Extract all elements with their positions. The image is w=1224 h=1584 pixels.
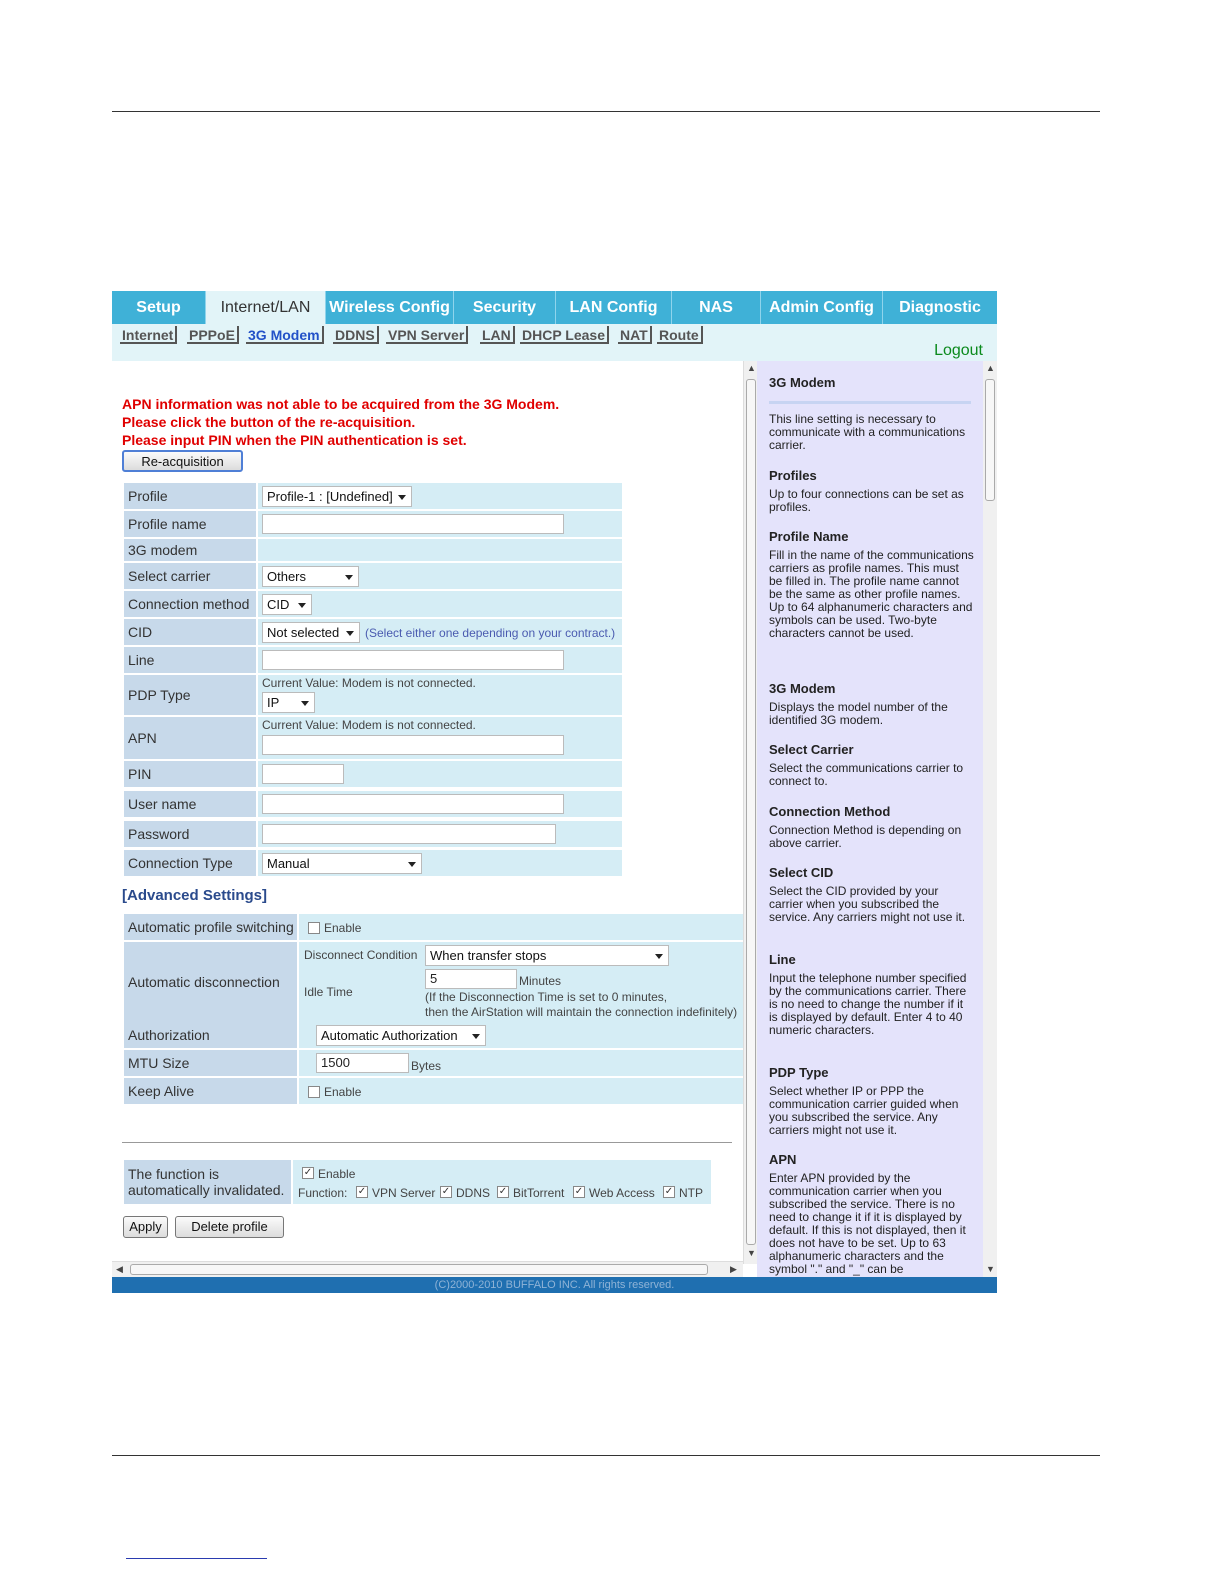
- keep-alive-enable-label: Enable: [324, 1085, 362, 1099]
- authorization-select-value: Automatic Authorization: [321, 1028, 458, 1043]
- username-input[interactable]: [262, 794, 564, 814]
- function-invalidated-label-line: automatically invalidated.: [128, 1182, 285, 1198]
- scroll-down-icon[interactable]: ▼: [747, 1248, 756, 1258]
- help-text: Select whether IP or PPP the communication carrier guided when you subscribed the service. Any carriers might not use it.: [769, 1084, 959, 1137]
- cid-note: (Select either one depending on your contract.): [365, 626, 616, 640]
- mtu-input[interactable]: 1500: [316, 1053, 409, 1073]
- disconnect-condition-value: When transfer stops: [430, 948, 547, 963]
- help-title: Select Carrier: [769, 742, 854, 757]
- authorization-select[interactable]: [316, 1025, 486, 1046]
- auto-disconnect-row: [124, 942, 743, 1022]
- delete-profile-button[interactable]: Delete profile: [175, 1216, 284, 1238]
- section-divider: [122, 1142, 732, 1143]
- settings-panel: [112, 361, 743, 1261]
- line-label: Line: [124, 647, 256, 673]
- bittorrent-label: BitTorrent: [513, 1186, 565, 1200]
- help-text: Connection Method is depending on above carrier.: [769, 823, 962, 850]
- function-invalidated-row: [124, 1160, 711, 1204]
- reacquisition-button[interactable]: Re-acquisition: [122, 450, 243, 472]
- cid-select-value: Not selected: [267, 625, 340, 640]
- scroll-right-icon[interactable]: ▶: [730, 1264, 737, 1274]
- line-input[interactable]: [262, 650, 564, 670]
- tab-nas[interactable]: NAS: [672, 291, 761, 324]
- web-access-checkbox[interactable]: ✓: [574, 1186, 584, 1197]
- tab-admin-config[interactable]: Admin Config: [761, 291, 883, 324]
- bittorrent-checkbox[interactable]: ✓: [498, 1186, 508, 1197]
- function-invalidated-label-line: The function is: [128, 1166, 220, 1182]
- function-label: Function:: [298, 1186, 348, 1200]
- password-input[interactable]: [262, 824, 556, 844]
- subtab-3g-modem[interactable]: 3G Modem: [246, 326, 324, 344]
- connection-method-select-value: CID: [267, 597, 290, 612]
- mtu-unit: Bytes: [411, 1059, 442, 1073]
- idle-time-label: Idle Time: [304, 985, 353, 999]
- auto-profile-switch-checkbox[interactable]: [308, 922, 320, 934]
- help-text: Up to four connections can be set as profiles.: [769, 487, 964, 514]
- scroll-thumb[interactable]: [130, 1264, 708, 1275]
- chevron-down-icon: [472, 1034, 480, 1039]
- router-admin-window: [112, 291, 997, 1293]
- error-message: APN information was not able to be acquired from the 3G Modem.: [122, 396, 560, 412]
- vpn-server-label: VPN Server: [372, 1186, 436, 1200]
- connection-type-label: Connection Type: [124, 850, 256, 876]
- error-message: Please click the button of the re-acquisition.: [122, 414, 416, 430]
- function-invalidated-enable-checkbox[interactable]: ✓: [303, 1167, 313, 1178]
- cid-row: [124, 619, 622, 645]
- profile-name-label: Profile name: [124, 511, 256, 537]
- tab-lan-config[interactable]: LAN Config: [556, 291, 672, 324]
- modem-row: [124, 539, 622, 561]
- help-text: Fill in the name of the communications carriers as profile names. This must be filled in. The profile name cannot be the same as other profile names. Up to 64 alphanumeric characters and symbols can be used. Two-byte characters cannot be used.: [769, 548, 974, 640]
- help-vertical-scrollbar[interactable]: [983, 361, 997, 1278]
- authorization-label: Authorization: [124, 1022, 297, 1048]
- subtab-vpn-server[interactable]: VPN Server: [386, 326, 468, 344]
- auto-disconnect-label: Automatic disconnection: [124, 942, 297, 1022]
- help-text: Displays the model number of the identified 3G modem.: [769, 700, 948, 727]
- connection-type-row: [124, 850, 622, 876]
- disconnect-note: (If the Disconnection Time is set to 0 minutes,: [425, 990, 668, 1004]
- password-label: Password: [124, 821, 256, 847]
- mtu-label: MTU Size: [124, 1050, 297, 1076]
- authorization-row: [124, 1022, 743, 1048]
- help-title: Profile Name: [769, 529, 849, 544]
- help-title: Line: [769, 952, 796, 967]
- ddns-label: DDNS: [456, 1186, 491, 1200]
- carrier-select-value: Others: [267, 569, 307, 584]
- function-invalidated-label: [124, 1160, 291, 1204]
- carrier-label: Select carrier: [124, 563, 256, 589]
- apn-input[interactable]: [262, 735, 564, 755]
- chevron-down-icon: [408, 862, 416, 867]
- content-vertical-scrollbar[interactable]: [743, 361, 757, 1264]
- help-text: Enter APN provided by the communication carrier when you subscribed the service. There is no need to change it if it is displayed by default. If this is not displayed, then it does not have to be set. Up to 63 alphanumeric characters and the symbol "." and "_" can be: [769, 1171, 966, 1276]
- scroll-thumb[interactable]: [746, 379, 756, 1245]
- pdp-type-label: PDP Type: [124, 675, 256, 715]
- disconnect-condition-select[interactable]: [425, 945, 669, 966]
- chevron-down-icon: [655, 954, 663, 959]
- tab-setup[interactable]: Setup: [112, 291, 206, 324]
- help-title: Profiles: [769, 468, 817, 483]
- carrier-select[interactable]: [262, 566, 359, 587]
- copyright-footer: (C)2000-2010 BUFFALO INC. All rights reserved.: [112, 1277, 997, 1293]
- auto-profile-switch-row: [124, 914, 743, 940]
- tab-wireless-config[interactable]: Wireless Config: [326, 291, 454, 324]
- logout-link[interactable]: Logout: [934, 342, 983, 359]
- apn-current-value: Current Value: Modem is not connected.: [262, 718, 476, 732]
- profile-select[interactable]: [262, 486, 412, 507]
- connection-type-select[interactable]: [262, 853, 422, 874]
- apn-label: APN: [124, 717, 256, 759]
- modem-value: [258, 539, 622, 561]
- web-access-label: Web Access: [589, 1186, 655, 1200]
- tab-internet-lan[interactable]: Internet/LAN: [206, 291, 326, 324]
- auto-profile-switch-enable-label: Enable: [324, 921, 362, 935]
- password-row: [124, 821, 622, 847]
- keep-alive-row: [124, 1078, 743, 1104]
- idle-time-input[interactable]: 5: [425, 969, 517, 989]
- help-text: Input the telephone number specified by the communications carrier. There is no need to change the number if it is displayed by default. Enter 4 to 40 numeric characters.: [769, 971, 967, 1037]
- apply-button[interactable]: Apply: [123, 1216, 168, 1238]
- profile-name-row: [124, 511, 622, 537]
- apn-row: [124, 717, 622, 759]
- ddns-checkbox[interactable]: ✓: [441, 1186, 451, 1197]
- help-panel: [757, 361, 983, 1278]
- profile-select-value: Profile-1 : [Undefined]: [267, 489, 393, 504]
- help-title: PDP Type: [769, 1065, 829, 1080]
- chevron-down-icon: [298, 603, 306, 608]
- subtab-nat[interactable]: NAT: [618, 326, 652, 344]
- pdp-type-row: [124, 675, 622, 715]
- chevron-down-icon: [398, 495, 406, 500]
- chevron-down-icon: [301, 701, 309, 706]
- help-text: Select the communications carrier to connect to.: [769, 761, 964, 788]
- pin-label: PIN: [124, 761, 256, 787]
- username-row: [124, 791, 622, 817]
- subtab-pppoe[interactable]: PPPoE: [187, 326, 239, 344]
- subtab-dhcp-lease[interactable]: DHCP Lease: [520, 326, 609, 344]
- function-invalidated-enable-label: Enable: [318, 1167, 356, 1181]
- sub-navigation: [112, 324, 997, 361]
- vpn-server-checkbox[interactable]: ✓: [357, 1186, 367, 1197]
- scroll-up-icon[interactable]: ▲: [747, 363, 756, 373]
- help-text: Select the CID provided by your carrier when you subscribed the service. Any carriers might not use it.: [769, 884, 966, 924]
- profile-label: Profile: [124, 483, 256, 509]
- scroll-up-icon[interactable]: ▲: [986, 363, 995, 373]
- help-title-divider: [769, 401, 971, 404]
- mtu-row: [124, 1050, 743, 1076]
- page-link-underline: [126, 1558, 267, 1559]
- subtab-route[interactable]: Route: [657, 326, 703, 344]
- subtab-ddns[interactable]: DDNS: [333, 326, 379, 344]
- connection-method-label: Connection method: [124, 591, 256, 617]
- help-title: 3G Modem: [769, 681, 836, 696]
- pdp-type-select[interactable]: [262, 692, 315, 713]
- disconnect-note: then the AirStation will maintain the connection indefinitely): [425, 1005, 738, 1019]
- help-title: Connection Method: [769, 804, 891, 819]
- advanced-settings-title: [Advanced Settings]: [122, 887, 268, 904]
- pin-row: [124, 761, 622, 787]
- keep-alive-checkbox[interactable]: [308, 1086, 320, 1098]
- cid-select[interactable]: [262, 622, 360, 643]
- page-header-rule: [112, 111, 1100, 112]
- profile-row: [124, 483, 622, 509]
- help-title: APN: [769, 1152, 797, 1167]
- carrier-row: [124, 563, 622, 589]
- cid-label: CID: [124, 619, 256, 645]
- pdp-current-value: Current Value: Modem is not connected.: [262, 676, 476, 690]
- modem-label: 3G modem: [124, 539, 256, 561]
- ntp-checkbox[interactable]: ✓: [664, 1186, 674, 1197]
- idle-time-unit: Minutes: [519, 974, 562, 988]
- help-title: 3G Modem: [769, 375, 836, 390]
- content-horizontal-scrollbar[interactable]: [112, 1261, 743, 1277]
- disconnect-condition-label: Disconnect Condition: [304, 948, 418, 962]
- scroll-left-icon[interactable]: ◀: [116, 1264, 123, 1274]
- page-footer-rule: [112, 1455, 1100, 1456]
- auto-profile-switch-label: Automatic profile switching: [124, 914, 297, 940]
- top-navigation: [112, 291, 997, 324]
- keep-alive-label: Keep Alive: [124, 1078, 297, 1104]
- pin-input[interactable]: [262, 764, 344, 784]
- pdp-type-select-value: IP: [267, 695, 280, 710]
- connection-type-select-value: Manual: [267, 856, 310, 871]
- chevron-down-icon: [345, 575, 353, 580]
- username-label: User name: [124, 791, 256, 817]
- help-title: Select CID: [769, 865, 834, 880]
- line-row: [124, 647, 622, 673]
- subtab-lan[interactable]: LAN: [480, 326, 515, 344]
- connection-method-select[interactable]: [262, 594, 312, 615]
- scroll-thumb[interactable]: [985, 379, 995, 501]
- profile-name-input[interactable]: [262, 514, 564, 534]
- help-text: This line setting is necessary to communicate with a communications carrier.: [769, 412, 966, 452]
- subtab-internet[interactable]: Internet: [120, 326, 177, 344]
- error-message: Please input PIN when the PIN authentication is set.: [122, 432, 467, 448]
- connection-method-row: [124, 591, 622, 617]
- tab-security[interactable]: Security: [454, 291, 556, 324]
- chevron-down-icon: [346, 631, 354, 636]
- tab-diagnostic[interactable]: Diagnostic: [899, 299, 981, 316]
- ntp-label: NTP: [679, 1186, 703, 1200]
- scroll-down-icon[interactable]: ▼: [986, 1264, 995, 1274]
